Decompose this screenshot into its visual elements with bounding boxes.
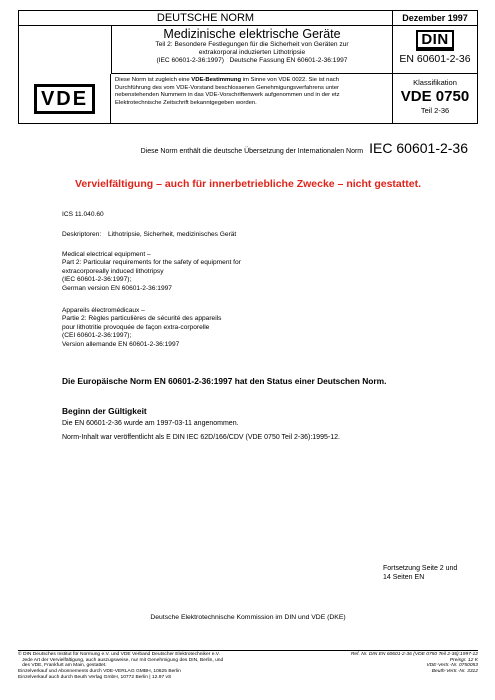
english-title-line: (IEC 60601-2-36:1997); <box>62 276 132 284</box>
beginn-line: Die EN 60601-2-36 wurde am 1997-03-11 angenommen. <box>62 420 239 427</box>
norm-type-label: DEUTSCHE NORM <box>18 10 392 26</box>
klassifikation-block <box>392 74 478 124</box>
beginn-line: Norm-Inhalt war veröffentlicht als E DIN IEC 62D/166/CDV (VDE 0750 Teil 2-36):1995-12. <box>62 434 340 441</box>
english-title-line: extracorporeally induced lithotripsy <box>62 267 164 275</box>
document-title: Medizinische elektrische Geräte <box>163 27 341 41</box>
vde-statement <box>111 74 392 124</box>
french-title-line: Version allemande EN 60601-2-36:1997 <box>62 340 180 348</box>
footer-line: Einzelverkauf und Abonnements durch VDE-VERLAG GMBH, 10625 Berlin <box>18 669 181 675</box>
vde-statement-line: Durchführung des vom VDE-Vorstand beschlossenen Genehmigungsverfahrens unter <box>115 84 339 91</box>
footer-ref-line: Preisgr. 12 K <box>449 657 478 663</box>
vde-logo: VDE <box>34 84 95 114</box>
english-title-block <box>62 251 322 293</box>
iec-number: IEC 60601-2-36 <box>369 140 468 156</box>
klassifikation-teil: Teil 2-36 <box>420 106 450 115</box>
french-title-line: Appareils électromédicaux – <box>62 307 145 314</box>
footer-line: des VDE, Frankfurt am Main, gestattet. <box>18 663 107 669</box>
publication-date: Dezember 1997 <box>392 10 478 26</box>
din-logo: DIN <box>416 30 453 51</box>
footer-ref-line: Ref. Nr. DIN EN 60601-2-36 (VDE 0750 Teil 2-36):1997-12 <box>350 652 478 657</box>
english-title-line: German version EN 60601-2-36:1997 <box>62 284 172 292</box>
vde-logo-block <box>18 74 111 124</box>
frame-line <box>18 26 19 74</box>
fortsetzung-note <box>383 565 457 583</box>
deskriptoren-label: Deskriptoren: <box>62 231 102 238</box>
deskriptoren-row <box>62 231 236 239</box>
fortsetzung-line: 14 Seiten EN <box>383 573 425 581</box>
deskriptoren-value: Lithotripsie, Sicherheit, medizinisches Gerät <box>108 231 237 238</box>
subtitle-line: Teil 2: Besondere Festlegungen für die Sicherheit von Geräten zur <box>155 41 349 48</box>
footer-divider <box>18 650 478 651</box>
english-title-line: Part 2: Particular requirements for the safety of equipment for <box>62 259 241 267</box>
french-title-block <box>62 307 362 349</box>
vde-bestimmung-emphasis: VDE-Bestimmung <box>191 77 242 83</box>
klassifikation-label: Klassifikation <box>413 78 457 87</box>
french-title-line: Partie 2: Règles particulières de sécurité des appareils <box>62 315 222 323</box>
footer-copyright <box>18 652 318 681</box>
fortsetzung-line: Fortsetzung Seite 2 und <box>383 565 458 572</box>
vde-statement-line: Elektrotechnische Zeitschrift bekanntgegeben worden. <box>115 99 257 106</box>
vde-statement-line: nebenstehenden Nummern in das VDE-Vorschriftenwerk aufgenommen und in der etz <box>115 92 340 99</box>
status-statement: Die Europäische Norm EN 60601-2-36:1997 hat den Status einer Deutschen Norm. <box>62 376 387 386</box>
english-title-line: Medical electrical equipment – <box>62 251 151 258</box>
reproduction-warning: Vervielfältigung – auch für innerbetriebliche Zwecke – nicht gestattet. <box>74 178 421 190</box>
document-subtitle <box>112 41 392 66</box>
kommission-line: Deutsche Elektrotechnische Kommission im DIN und VDE (DKE) <box>150 614 346 621</box>
footer-ref-line: VDE-Vertr.-Nr. 0750053 <box>426 663 478 669</box>
french-title-line: (CEI 60601-2-36:1997); <box>62 332 132 340</box>
french-title-line: pour lithotritie provoquée de façon extra-corporelle <box>62 323 210 331</box>
din-number: EN 60601-2-36 <box>399 53 471 65</box>
footer-reference <box>300 652 478 675</box>
title-block <box>111 26 392 74</box>
subtitle-line: (IEC 60601-2-36:1997) Deutsche Fassung EN 60601-2-36:1997 <box>156 57 348 65</box>
beginn-heading: Beginn der Gültigkeit <box>62 406 147 416</box>
footer-line: Einzelverkauf auch durch Beuth Verlag GmbH, 10772 Berlin | 12.97 vS <box>18 674 172 680</box>
iec-statement-row <box>110 140 468 156</box>
subtitle-line: extrakorporal induzierten Lithotripsie <box>198 49 306 57</box>
iec-statement: Diese Norm enthält die deutsche Übersetzung der Internationalen Norm <box>140 148 364 155</box>
din-block <box>392 26 478 74</box>
vde-statement-part: Diese Norm ist zugleich eine VDE-Bestimmung im Sinne von VDE 0022. Sie ist nach <box>115 77 339 83</box>
footer-line: Jede Art der Vervielfältigung, auch auszugsweise, nur mit Genehmigung des DIN, Berlin, und <box>18 657 224 663</box>
footer-line: © DIN Deutsches Institut für Normung e.V. und VDE Verband Deutscher Elektrotechniker e.V. <box>18 652 220 657</box>
ics-code: ICS 11.040.60 <box>62 211 104 218</box>
klassifikation-number: VDE 0750 <box>400 88 470 105</box>
vde-statement-line <box>115 77 388 85</box>
footer-ref-line: Beuth-Vertr.-Nr. 3312 <box>431 669 478 675</box>
